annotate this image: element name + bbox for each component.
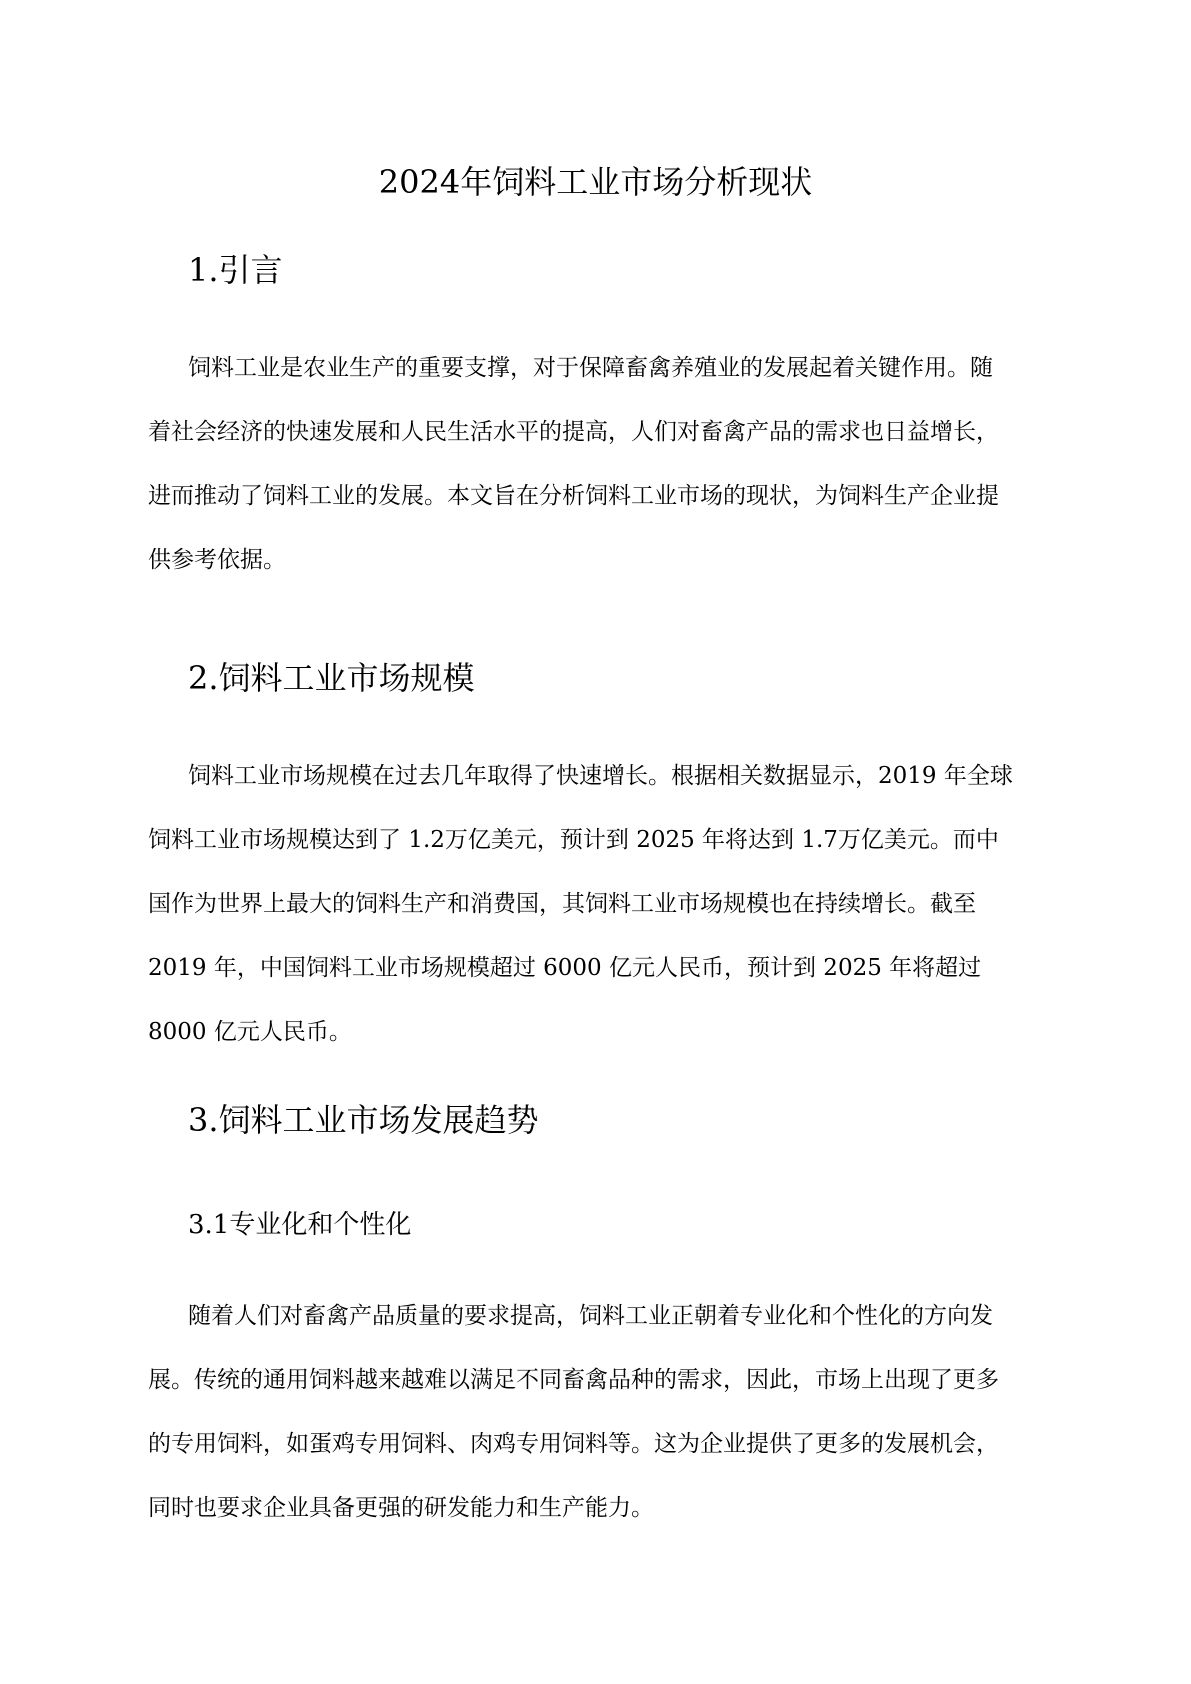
paragraph-line: 着社会经济的快速发展和人民生活水平的提高，人们对畜禽产品的需求也日益增长，: [148, 419, 999, 445]
subsection-heading-specialization: 3.1专业化和个性化: [188, 1210, 412, 1240]
paragraph-line: 的专用饲料，如蛋鸡专用饲料、肉鸡专用饲料等。这为企业提供了更多的发展机会，: [148, 1431, 999, 1457]
paragraph-line: 展。传统的通用饲料越来越难以满足不同畜禽品种的需求，因此，市场上出现了更多: [148, 1367, 999, 1393]
paragraph-line: 饲料工业市场规模达到了 1.2万亿美元，预计到 2025 年将达到 1.7万亿美元。而中: [148, 827, 999, 853]
section-heading-introduction: 1.引言: [188, 251, 283, 289]
paragraph-line: 国作为世界上最大的饲料生产和消费国，其饲料工业市场规模也在持续增长。截至: [148, 891, 976, 917]
section-heading-development-trends: 3.饲料工业市场发展趋势: [188, 1101, 539, 1139]
document-title: 2024年饲料工业市场分析现状: [378, 163, 813, 201]
paragraph-line: 饲料工业市场规模在过去几年取得了快速增长。根据相关数据显示，2019 年全球: [188, 763, 1013, 789]
paragraph-line: 2019 年，中国饲料工业市场规模超过 6000 亿元人民币，预计到 2025 年将超过: [148, 955, 982, 981]
paragraph-line: 供参考依据。: [148, 547, 286, 573]
section-heading-market-size: 2.饲料工业市场规模: [188, 659, 475, 697]
paragraph-line: 进而推动了饲料工业的发展。本文旨在分析饲料工业市场的现状，为饲料生产企业提: [148, 483, 999, 509]
paragraph-line: 8000 亿元人民币。: [148, 1019, 352, 1045]
subsection-paragraph-specialization: [148, 1284, 1048, 1540]
paragraph-line: 随着人们对畜禽产品质量的要求提高，饲料工业正朝着专业化和个性化的方向发: [188, 1303, 993, 1329]
paragraph-line: 饲料工业是农业生产的重要支撑，对于保障畜禽养殖业的发展起着关键作用。随: [188, 355, 993, 381]
section-paragraph-introduction: [148, 336, 1048, 592]
section-paragraph-market-size: [148, 744, 1048, 1064]
paragraph-line: 同时也要求企业具备更强的研发能力和生产能力。: [148, 1495, 654, 1521]
